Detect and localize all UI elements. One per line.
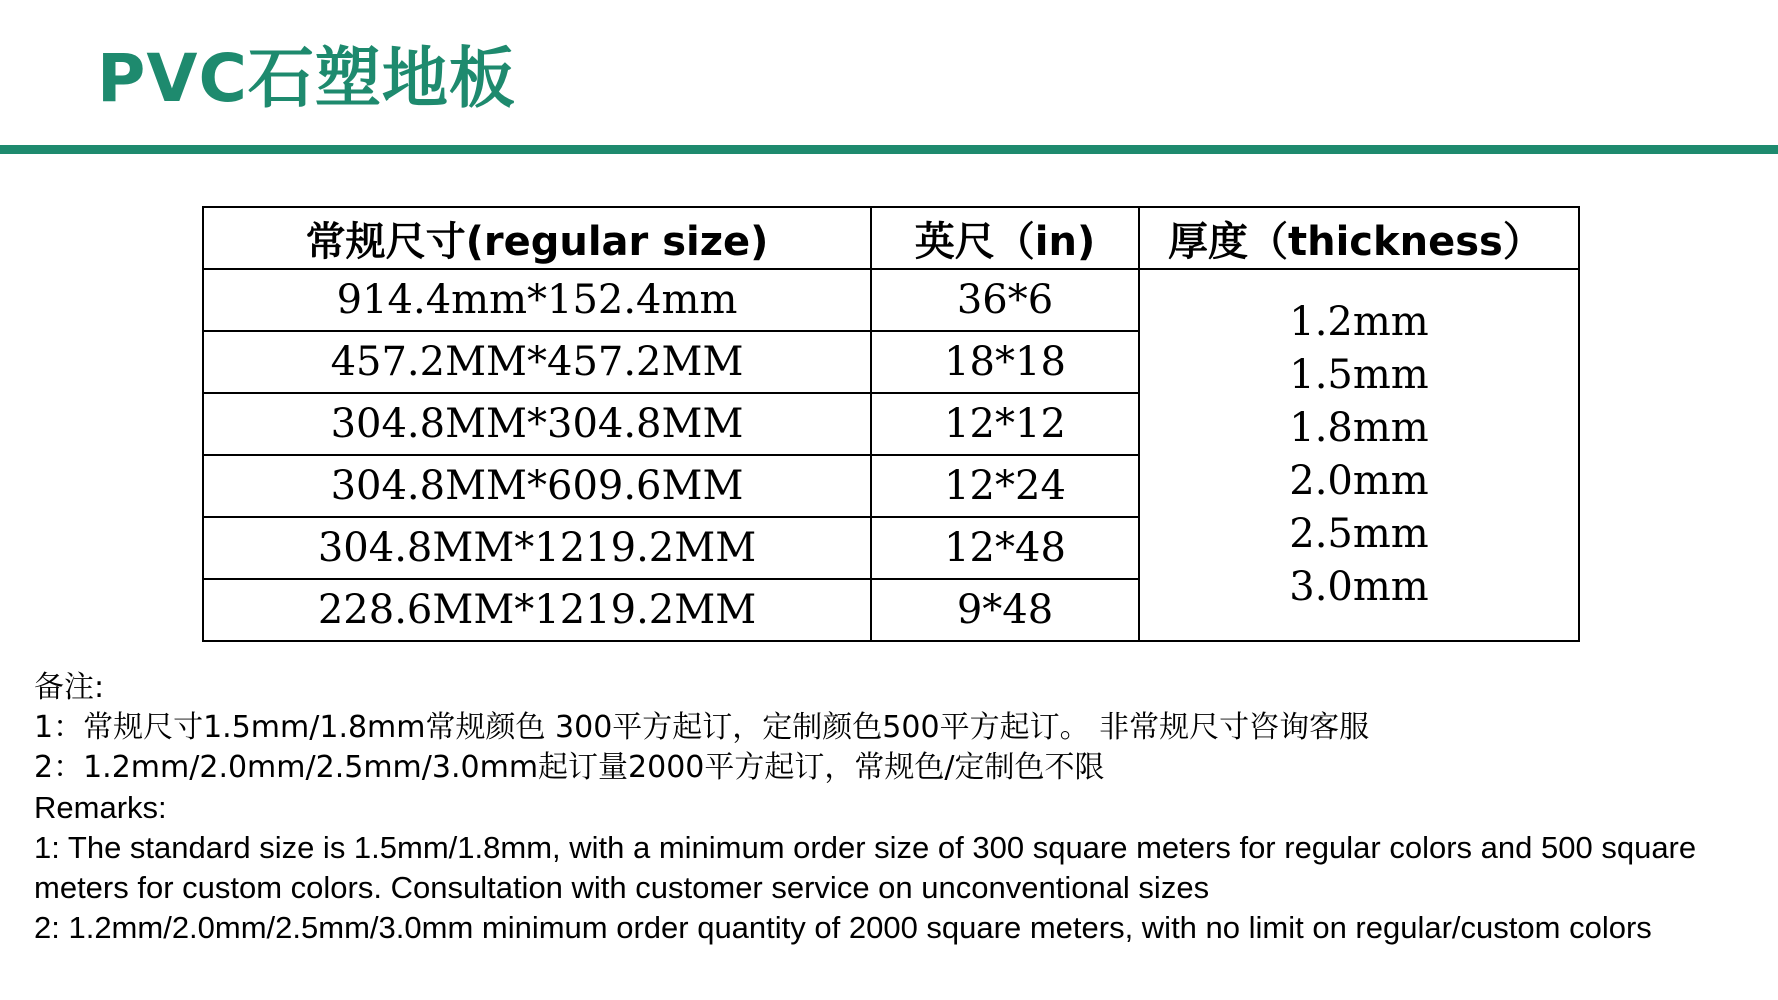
title-divider <box>0 145 1778 154</box>
cell-inch: 36*6 <box>871 269 1139 331</box>
notes-cn-item-1: 1：常规尺寸1.5mm/1.8mm常规颜色 300平方起订，定制颜色500平方起订。 非常规尺寸咨询客服 <box>34 710 1370 745</box>
thickness-item: 3.0mm <box>1289 564 1429 610</box>
thickness-list <box>1289 296 1428 614</box>
cell-size: 914.4mm*152.4mm <box>203 269 871 331</box>
table-row <box>203 269 1579 331</box>
size-spec-table <box>202 206 1580 642</box>
cell-inch: 12*12 <box>871 393 1139 455</box>
thickness-item: 2.0mm <box>1289 458 1429 504</box>
notes-cn-heading: 备注: <box>34 670 105 705</box>
cell-size: 304.8MM*304.8MM <box>203 393 871 455</box>
remarks-heading: Remarks: <box>34 790 167 825</box>
thickness-item: 2.5mm <box>1289 511 1429 557</box>
header-regular-size: 常规尺寸(regular size) <box>203 207 871 269</box>
header-thickness: 厚度（thickness） <box>1139 207 1579 269</box>
notes-cn-item-2: 2：1.2mm/2.0mm/2.5mm/3.0mm起订量2000平方起订，常规色/定制色不限 <box>34 750 1105 785</box>
cell-size: 228.6MM*1219.2MM <box>203 579 871 641</box>
cell-inch: 18*18 <box>871 331 1139 393</box>
thickness-item: 1.5mm <box>1289 352 1429 398</box>
table-header-row <box>203 207 1579 269</box>
page-title: PVC石塑地板 <box>97 40 516 117</box>
cell-inch: 12*48 <box>871 517 1139 579</box>
remarks-item-2: 2: 1.2mm/2.0mm/2.5mm/3.0mm minimum order quantity of 2000 square meters, with no limit on regular/custom colors <box>34 910 1652 945</box>
cell-size: 304.8MM*609.6MM <box>203 455 871 517</box>
header-inch: 英尺（in) <box>871 207 1139 269</box>
thickness-item: 1.2mm <box>1289 299 1429 345</box>
remarks-item-1: 1: The standard size is 1.5mm/1.8mm, with a minimum order size of 300 square meters for regular colors and 500 square meters for custom colors. Consultation with customer service on unconventional sizes <box>34 830 1697 905</box>
cell-inch: 12*24 <box>871 455 1139 517</box>
cell-size: 457.2MM*457.2MM <box>203 331 871 393</box>
thickness-item: 1.8mm <box>1289 405 1429 451</box>
cell-inch: 9*48 <box>871 579 1139 641</box>
cell-thickness-list <box>1139 269 1579 641</box>
notes-section <box>34 668 1754 948</box>
cell-size: 304.8MM*1219.2MM <box>203 517 871 579</box>
